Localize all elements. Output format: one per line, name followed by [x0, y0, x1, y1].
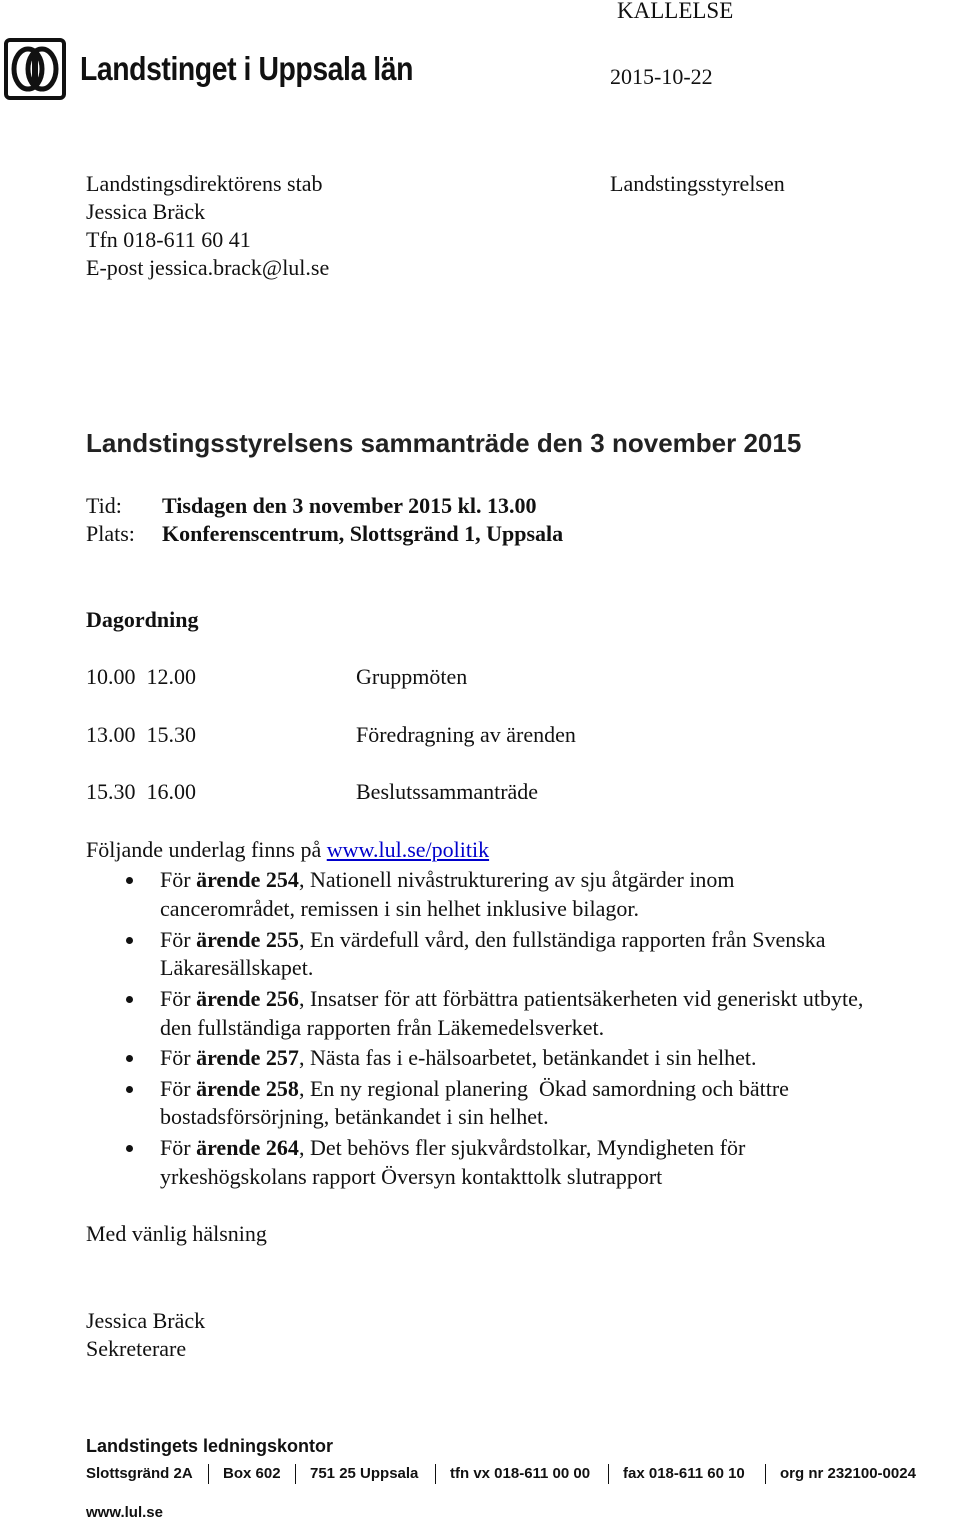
- recipient: Landstingsstyrelsen: [610, 171, 785, 196]
- bullet-icon: [126, 1145, 133, 1152]
- list-item: För ärende 255, En värdefull vård, den fullständiga rapporten från Svenska: [160, 927, 826, 952]
- materials-intro-text: Följande underlag finns på: [86, 837, 327, 862]
- politik-link[interactable]: www.lul.se/politik: [326, 837, 490, 862]
- bullet-icon: [126, 1086, 133, 1093]
- footer-postal: 751 25 Uppsala: [310, 1465, 419, 1482]
- list-item-continuation: Läkaresällskapet.: [160, 955, 314, 980]
- footer-org-nr: org nr 232100-0024: [780, 1465, 916, 1482]
- bullet-icon: [126, 996, 133, 1003]
- bullet-icon: [126, 937, 133, 944]
- document-date: 2015-10-22: [610, 64, 713, 89]
- signature-name: Jessica Bräck: [86, 1308, 206, 1333]
- footer-separator: [435, 1464, 436, 1484]
- sender-department: Landstingsdirektörens stab: [86, 171, 323, 196]
- agenda-title: Dagordning: [86, 607, 199, 632]
- footer-office: Landstingets ledningskontor: [86, 1436, 334, 1456]
- place-label: Plats:: [86, 521, 135, 546]
- list-item: För ärende 264, Det behövs fler sjukvårdstolkar, Myndigheten för: [160, 1135, 746, 1160]
- footer-separator: [295, 1464, 296, 1484]
- agenda-description: Föredragning av ärenden: [356, 722, 576, 747]
- document-type: KALLELSE: [617, 0, 734, 23]
- agenda-time: 13.00 15.30: [86, 722, 196, 747]
- agenda-description: Beslutssammanträde: [356, 779, 539, 804]
- closing-greeting: Med vänlig hälsning: [86, 1221, 267, 1246]
- list-item: För ärende 254, Nationell nivåstrukturering av sju åtgärder inom: [160, 867, 735, 892]
- logo-emblem-icon: [4, 38, 66, 100]
- materials-intro: [86, 837, 489, 863]
- place-value: Konferenscentrum, Slottsgränd 1, Uppsala: [162, 521, 564, 546]
- logo-wordmark: Landstinget i Uppsala län: [80, 50, 414, 87]
- time-value: Tisdagen den 3 november 2015 kl. 13.00: [162, 493, 537, 518]
- footer-phone: tfn vx 018-611 00 00: [450, 1465, 591, 1482]
- list-item-continuation: cancerområdet, remissen i sin helhet inklusive bilagor.: [160, 896, 639, 921]
- time-label: Tid:: [86, 493, 122, 518]
- list-item-continuation: den fullständiga rapporten från Läkemedelsverket.: [160, 1015, 605, 1040]
- footer-separator: [608, 1464, 609, 1484]
- agenda-time: 15.30 16.00: [86, 779, 196, 804]
- list-item-continuation: yrkeshögskolans rapport Översyn kontakttolk slutrapport: [160, 1164, 663, 1189]
- footer-separator: [765, 1464, 766, 1484]
- logo: [4, 38, 66, 100]
- footer-fax: fax 018-611 60 10: [623, 1465, 745, 1482]
- sender-name: Jessica Bräck: [86, 199, 206, 224]
- list-item: För ärende 257, Nästa fas i e-hälsoarbetet, betänkandet i sin helhet.: [160, 1045, 757, 1070]
- list-item: För ärende 258, En ny regional planering Ökad samordning och bättre: [160, 1076, 789, 1101]
- bullet-icon: [126, 877, 133, 884]
- footer-website[interactable]: www.lul.se: [86, 1504, 163, 1521]
- footer-address: Slottsgränd 2A: [86, 1465, 193, 1482]
- agenda-time: 10.00 12.00: [86, 664, 196, 689]
- signature-role: Sekreterare: [86, 1336, 187, 1361]
- footer-box: Box 602: [223, 1465, 281, 1482]
- list-item-continuation: bostadsförsörjning, betänkandet i sin helhet.: [160, 1104, 549, 1129]
- bullet-icon: [126, 1055, 133, 1062]
- meeting-title: Landstingsstyrelsens sammanträde den 3 november 2015: [86, 428, 802, 458]
- footer-separator: [208, 1464, 209, 1484]
- list-item: För ärende 256, Insatser för att förbättra patientsäkerheten vid generiskt utbyte,: [160, 986, 864, 1011]
- sender-email: E-post jessica.brack@lul.se: [86, 255, 330, 280]
- agenda-description: Gruppmöten: [356, 664, 468, 689]
- sender-phone: Tfn 018-611 60 41: [86, 227, 251, 252]
